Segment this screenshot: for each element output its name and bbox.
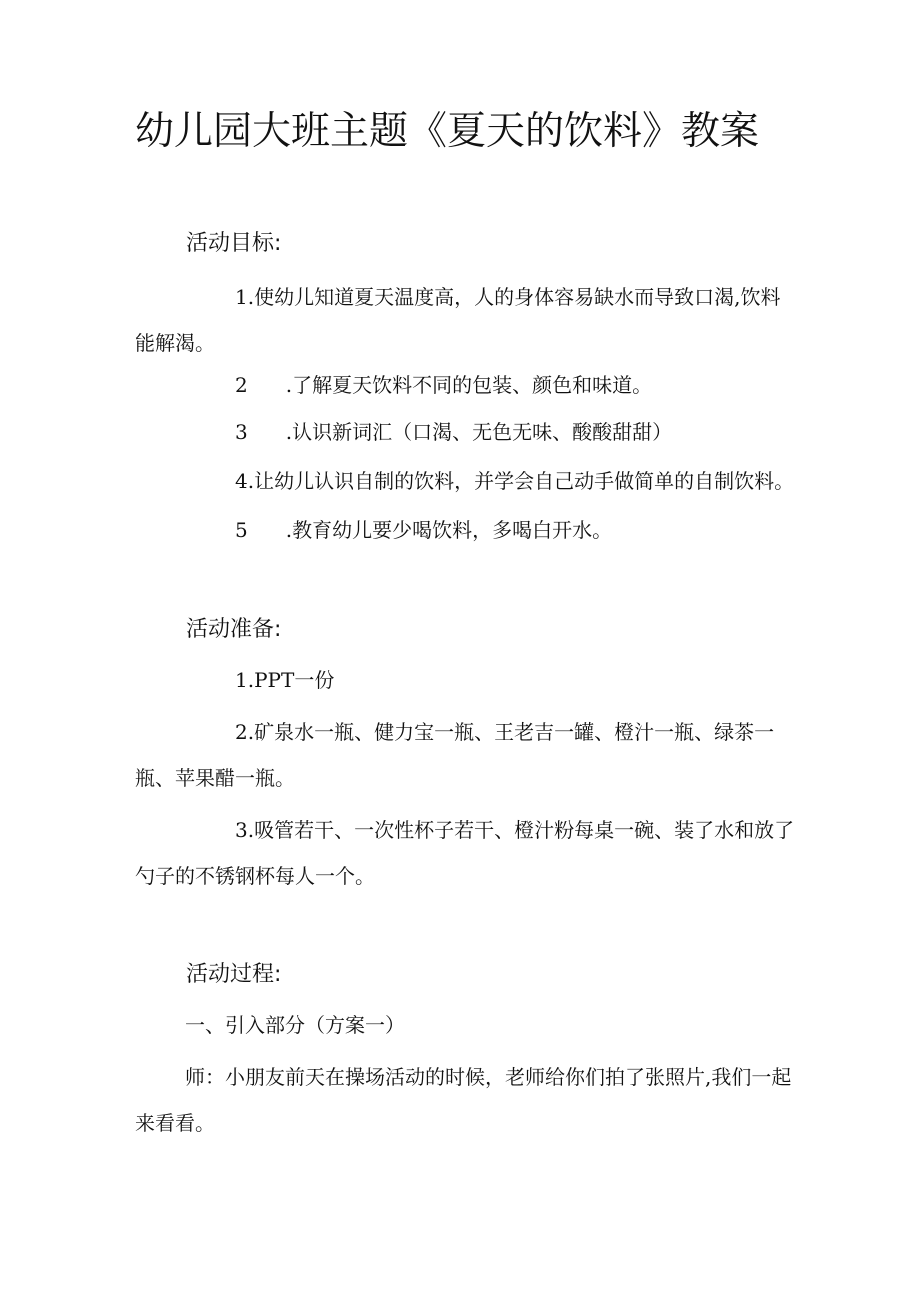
prep-item-text: .矿泉水一瓶、健力宝一瓶、王老吉一罐、橙汁一瓶、绿茶一瓶、苹果醋一瓶。 (135, 720, 775, 790)
prep-item-2 (135, 709, 795, 801)
goal-item-2 (135, 370, 795, 400)
goal-item-text: .使幼儿知道夏天温度高，人的身体容易缺水而导致口渴,饮料能解渴。 (135, 285, 781, 355)
prep-item-text: .吸管若干、一次性杯子若干、橙汁粉每桌一碗、装了水和放了勺子的不锈钢杯每人一个。 (135, 818, 795, 888)
goal-item-text: .让幼儿认识自制的饮料，并学会自己动手做简单的自制饮料。 (247, 469, 795, 493)
goal-item-number: 4 (235, 469, 248, 493)
prep-item-number: 2 (235, 720, 248, 744)
prep-item-number: 3 (235, 818, 248, 842)
goal-item-1 (135, 274, 795, 366)
document-title: 幼儿园大班主题《夏天的饮料》教案 (135, 109, 760, 154)
goal-item-number: 5 (235, 518, 248, 542)
goal-item-number: 3 (235, 420, 248, 444)
prep-item-1 (135, 665, 795, 695)
prep-item-number: 1 (235, 668, 248, 692)
process-paragraph: 师：小朋友前天在操场活动的时候，老师给你们拍了张照片,我们一起来看看。 (135, 1065, 792, 1135)
section-heading-goals: 活动目标: (186, 231, 282, 256)
goal-item-text: .了解夏天饮料不同的包装、颜色和味道。 (285, 373, 653, 397)
goal-item-text: .认识新词汇（口渴、无色无味、酸酸甜甜） (285, 420, 673, 444)
goal-item-text: .教育幼儿要少喝饮料，多喝白开水。 (285, 518, 613, 542)
goal-item-number: 1 (235, 285, 248, 309)
section-heading-process: 活动过程: (186, 962, 282, 987)
goal-item-number: 2 (235, 373, 248, 397)
process-subheading: 一、引入部分（方案一） (185, 1013, 405, 1037)
section-heading-preparation: 活动准备: (186, 617, 282, 642)
prep-item-text: .PPT一份 (247, 668, 335, 692)
goal-item-4 (135, 466, 815, 496)
goal-item-5 (135, 515, 795, 545)
goal-item-3 (135, 417, 795, 447)
prep-item-3 (135, 807, 795, 899)
